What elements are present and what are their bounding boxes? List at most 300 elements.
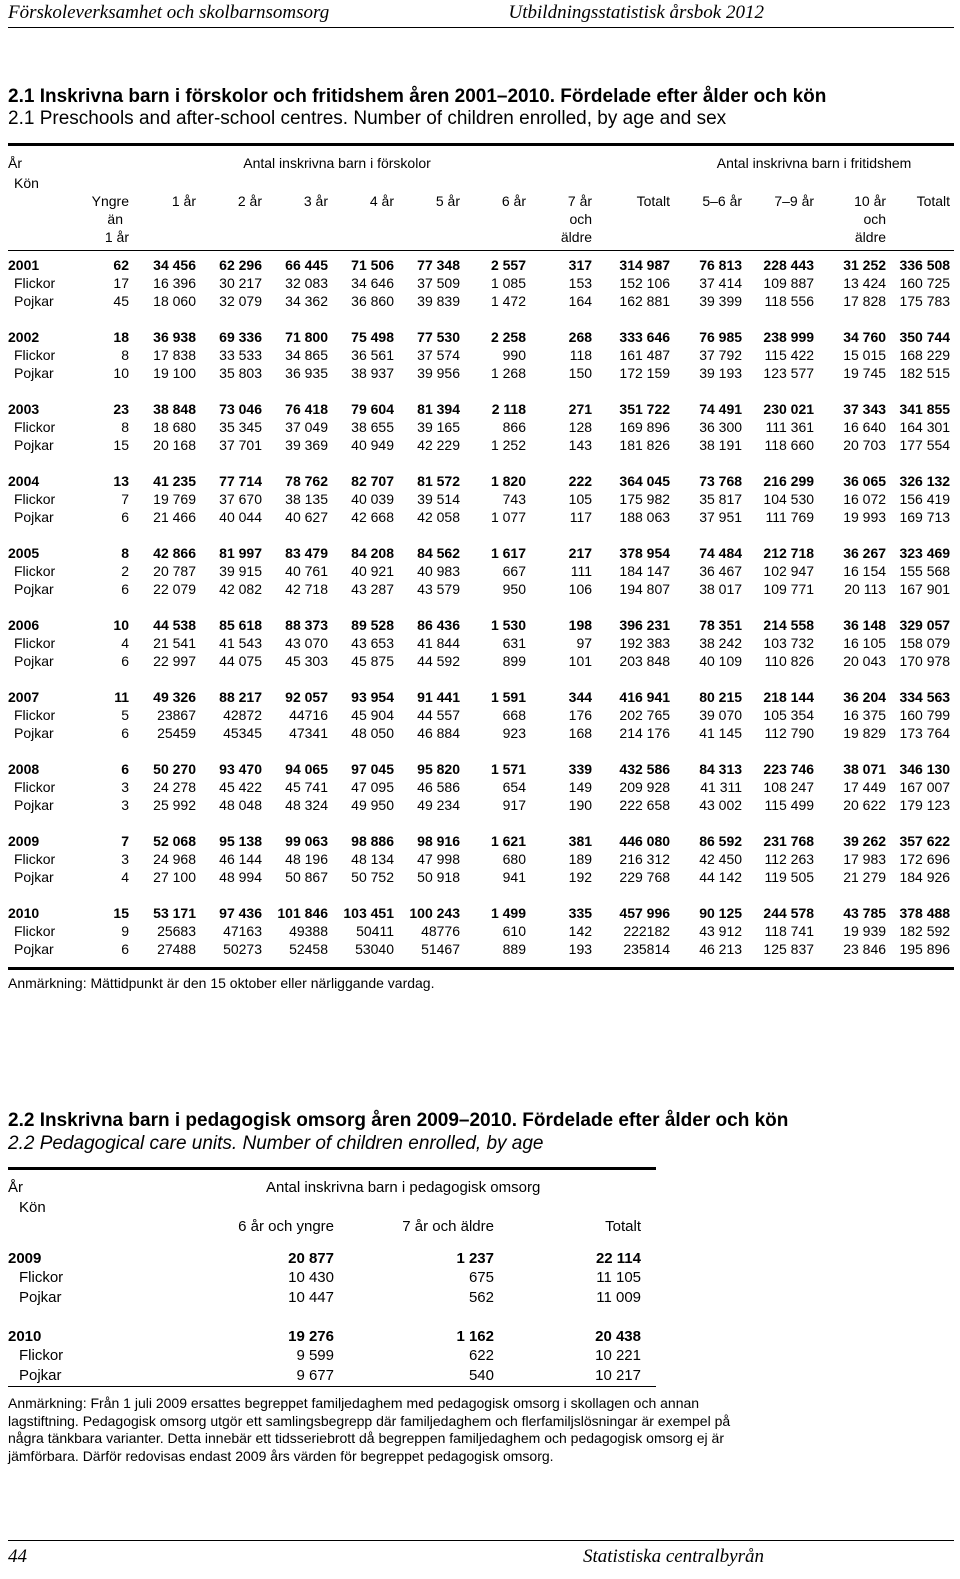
column-header-line: 1 år [171,193,196,209]
table-cell: 111 361 [765,419,815,435]
table-cell: 40 109 [699,653,743,669]
table-row [8,778,954,796]
table-cell: 36 148 [843,617,887,633]
running-header-right: Utbildningsstatistisk årsbok 2012 [508,2,764,23]
table-cell: 85 618 [219,617,262,633]
table-cell: 335 [568,905,593,921]
table2-group-head: Antal inskrivna barn i pedagogisk omsorg [266,1179,541,1196]
table2-column-header: Totalt [605,1218,641,1235]
table-cell: 8 [121,419,129,435]
table-cell: 53 171 [153,905,196,921]
table-cell: 209 928 [619,779,671,795]
table-cell: 167 007 [899,779,951,795]
row-label: Flickor [14,707,56,723]
column-header [200,192,266,246]
table-cell: 37 792 [699,347,743,363]
table-cell: 109 887 [763,275,815,291]
table-cell: 3 [121,851,129,867]
column-header-line: Totalt [916,193,951,209]
table-cell: 1 617 [490,545,526,561]
table-cell: 149 [568,779,593,795]
table-row [8,346,954,364]
table-cell: 668 [502,707,526,723]
row-label: 2008 [8,761,40,777]
table-cell: 6 [121,509,129,525]
column-header-line: och [863,211,887,227]
table-cell: 216 299 [763,473,815,489]
table-cell: 39 070 [699,707,743,723]
table-cell: 1 162 [456,1327,494,1345]
table-cell: 238 999 [763,329,815,345]
table-cell: 18 680 [153,419,196,435]
table-cell: 172 159 [619,365,671,381]
table-cell: 193 [568,941,593,957]
row-label: 2002 [8,329,40,345]
table-cell: 364 045 [619,473,671,489]
table-cell: 172 696 [899,851,951,867]
column-header-line: äldre [854,229,887,245]
table1-note: Anmärkning: Mättidpunkt är den 15 oktober eller närliggande vardag. [8,975,435,991]
row-label: Pojkar [14,509,54,525]
table-cell: 2 [121,563,129,579]
table-cell: 104 530 [763,491,815,507]
table-cell: 45 741 [285,779,328,795]
table-cell: 19 829 [843,725,887,741]
table-cell: 222182 [623,923,671,939]
table2-row [8,1288,656,1308]
table-cell: 10 430 [288,1269,334,1286]
table-cell: 36 065 [843,473,887,489]
table-row [8,508,954,526]
table-cell: 46 213 [699,941,743,957]
table-row-year [8,904,954,922]
table-cell: 36 467 [699,563,743,579]
table-cell: 111 [570,563,593,579]
row-label: Pojkar [14,869,54,885]
row-label: Flickor [14,779,56,795]
table-cell: 76 418 [285,401,328,417]
column-header [530,192,596,246]
table-cell: 44 075 [219,653,262,669]
table-cell: 271 [568,401,593,417]
table-cell: 654 [502,779,526,795]
table2-bottom-rule [8,1386,656,1387]
table-row [8,796,954,814]
table-cell: 42 229 [417,437,460,453]
table-cell: 73 046 [219,401,262,417]
column-header [890,192,954,246]
table-cell: 51467 [421,941,460,957]
table-cell: 41 145 [699,725,743,741]
table-cell: 43 653 [351,635,394,651]
column-header-line: äldre [560,229,593,245]
table-cell: 125 837 [763,941,815,957]
table-cell: 160 799 [899,707,951,723]
column-header-line: 4 år [369,193,394,209]
table-cell: 39 915 [219,563,262,579]
table-cell: 9 677 [296,1366,334,1384]
table-cell: 176 [568,707,593,723]
table2-title-sv: 2.2 Inskrivna barn i pedagogisk omsorg åren 2009–2010. Fördelade efter ålder och kön [8,1110,789,1131]
table-cell: 93 470 [219,761,262,777]
table-cell: 214 558 [763,617,815,633]
table-cell: 73 768 [699,473,743,489]
table-cell: 339 [568,761,593,777]
table-cell: 21 541 [153,635,196,651]
column-header [398,192,464,246]
table-cell: 6 [121,653,129,669]
table-cell: 344 [568,689,593,705]
table-cell: 74 484 [699,545,743,561]
table-cell: 160 725 [899,275,951,291]
table-cell: 230 021 [763,401,815,417]
table-cell: 6 [121,581,129,597]
table-cell: 93 954 [351,689,394,705]
table-cell: 6 [121,725,129,741]
table-cell: 1 499 [490,905,526,921]
table-cell: 39 399 [699,293,743,309]
table-cell: 7 [121,491,129,507]
table-cell: 98 886 [351,833,394,849]
table-cell: 90 125 [699,905,743,921]
table-cell: 10 [113,617,129,633]
publisher-name: Statistiska centralbyrån [582,1546,764,1567]
row-label: 2005 [8,545,40,561]
table1-top-rule [8,143,954,146]
column-header [596,192,674,246]
table-cell: 118 741 [764,923,815,939]
table-cell: 184 926 [899,869,951,885]
table-cell: 6 [121,941,129,957]
table-cell: 106 [568,581,593,597]
column-header-line: 5–6 år [702,193,743,209]
row-label: Flickor [14,347,56,363]
table-cell: 78 351 [699,617,743,633]
table2-head [8,1178,656,1249]
table-cell: 15 [113,905,129,921]
table2-row [8,1346,656,1366]
table-cell: 99 063 [285,833,328,849]
table-cell: 37 343 [843,401,887,417]
table-cell: 1 077 [490,509,526,525]
table-cell: 1 237 [456,1249,494,1267]
table2-top-rule [8,1167,656,1170]
table-cell: 323 469 [899,545,951,561]
table-cell: 84 313 [699,761,743,777]
table-cell: 25683 [157,923,196,939]
column-header [464,192,530,246]
table-cell: 194 807 [619,581,671,597]
table-cell: 77 530 [417,329,460,345]
table-cell: 203 848 [619,653,671,669]
table-cell: 7 [121,833,129,849]
column-header-line: 5 år [435,193,460,209]
table-cell: 91 441 [417,689,460,705]
table-cell: 158 079 [899,635,951,651]
table-cell: 42 082 [219,581,262,597]
table-row [8,274,954,292]
table-cell: 110 826 [764,653,815,669]
table-cell: 334 563 [899,689,951,705]
table-cell: 610 [502,923,526,939]
table-cell: 341 855 [899,401,951,417]
table-cell: 16 105 [843,635,887,651]
table-cell: 317 [568,257,593,273]
table-cell: 917 [502,797,526,813]
column-header-line: Yngre [91,193,129,209]
table-cell: 17 [113,275,129,291]
table-cell: 39 193 [699,365,743,381]
row-label: 2007 [8,689,40,705]
table-cell: 17 828 [843,293,887,309]
table-cell: 38 017 [699,581,743,597]
table-cell: 1 820 [490,473,526,489]
table-row [8,562,954,580]
table-cell: 19 993 [843,509,887,525]
table-cell: 37 049 [285,419,328,435]
table-cell: 43 070 [285,635,328,651]
table-cell: 2 258 [490,329,526,345]
table-cell: 175 783 [899,293,951,309]
column-header-line: och [569,211,593,227]
footer-divider [8,1540,954,1541]
table-cell: 118 [569,347,593,363]
table-row-year [8,544,954,562]
table-cell: 16 154 [843,563,887,579]
table-cell: 109 771 [763,581,815,597]
table-cell: 192 [568,869,593,885]
table-cell: 1 571 [490,761,526,777]
table-cell: 25 992 [153,797,196,813]
table-cell: 48 048 [219,797,262,813]
table-cell: 49 234 [417,797,460,813]
table-cell: 184 147 [619,563,671,579]
table-cell: 53040 [355,941,394,957]
table-cell: 50 270 [153,761,196,777]
table-cell: 16 375 [843,707,887,723]
table-cell: 223 746 [763,761,815,777]
column-header [746,192,818,246]
table-cell: 179 123 [899,797,951,813]
table-cell: 378 954 [619,545,671,561]
table-cell: 41 311 [700,779,743,795]
table-cell: 351 722 [619,401,671,417]
table-cell: 1 591 [490,689,526,705]
table1-bottom-rule [8,967,954,970]
table-cell: 20 438 [595,1327,641,1345]
table-cell: 103 732 [763,635,815,651]
table-cell: 43 002 [699,797,743,813]
table-cell: 112 790 [764,725,815,741]
table-cell: 35 803 [219,365,262,381]
table-cell: 80 215 [699,689,743,705]
row-label: Flickor [14,635,56,651]
row-label: 2001 [8,257,40,273]
table-cell: 41 235 [153,473,196,489]
table-cell: 189 [568,851,593,867]
table-cell: 169 713 [899,509,951,525]
table-cell: 680 [502,851,526,867]
table-cell: 192 383 [619,635,671,651]
table-cell: 37 701 [219,437,262,453]
table-cell: 27 100 [153,869,196,885]
table-cell: 216 312 [619,851,671,867]
table-cell: 39 514 [417,491,460,507]
table-cell: 48 134 [351,851,394,867]
table-row [8,418,954,436]
table-cell: 115 422 [764,347,815,363]
table-cell: 10 447 [288,1288,334,1306]
table-cell: 13 424 [843,275,887,291]
table-cell: 45345 [223,725,262,741]
table-cell: 212 718 [763,545,815,561]
table-cell: 314 987 [619,257,671,273]
table-cell: 38 242 [699,635,743,651]
table-cell: 77 348 [417,257,460,273]
table-cell: 40 761 [285,563,328,579]
table-cell: 1 472 [490,293,526,309]
table-cell: 44 142 [699,869,743,885]
table-cell: 76 985 [699,329,743,345]
table-row [8,490,954,508]
row-label: 2004 [8,473,40,489]
running-header-left: Förskoleverksamhet och skolbarnsomsorg [8,2,330,23]
table-row [8,724,954,742]
table-cell: 396 231 [619,617,671,633]
table2-row [8,1268,656,1288]
table-cell: 9 599 [296,1347,334,1364]
table-cell: 889 [502,941,526,957]
table-cell: 119 505 [764,869,815,885]
table-cell: 336 508 [899,257,951,273]
table-cell: 23 [113,401,129,417]
table-cell: 20 622 [843,797,887,813]
table-cell: 117 [569,509,593,525]
row-label: 2003 [8,401,40,417]
table-cell: 37 670 [219,491,262,507]
table-cell: 123 577 [763,365,815,381]
table-cell: 19 100 [153,365,196,381]
table-cell: 34 865 [285,347,328,363]
table-cell: 346 130 [899,761,951,777]
table-cell: 1 530 [490,617,526,633]
table-cell: 94 065 [285,761,328,777]
table-cell: 17 838 [153,347,196,363]
table-cell: 244 578 [763,905,815,921]
table-cell: 675 [468,1269,494,1286]
column-header [674,192,746,246]
table-cell: 38 655 [351,419,394,435]
table-cell: 20 043 [843,653,887,669]
table-cell: 168 229 [899,347,951,363]
table2-stub-head-year: År [8,1179,23,1196]
table-cell: 39 369 [285,437,328,453]
table-cell: 98 916 [417,833,460,849]
row-label: Pojkar [14,365,54,381]
table-cell: 75 498 [351,329,394,345]
table-cell: 36 935 [285,365,328,381]
table-cell: 43 579 [417,581,460,597]
table-cell: 15 015 [843,347,887,363]
table-cell: 34 646 [351,275,394,291]
table-cell: 36 300 [699,419,743,435]
table-cell: 20 113 [844,581,887,597]
table-row [8,292,954,310]
table-cell: 39 165 [417,419,460,435]
table-cell: 8 [121,347,129,363]
table-cell: 20 703 [843,437,887,453]
table-cell: 38 848 [153,401,196,417]
table-cell: 45 [113,293,129,309]
table-row-year [8,400,954,418]
table-cell: 21 279 [843,869,887,885]
header-divider [8,27,954,28]
stub-head-year: År [8,155,22,171]
column-header-line: 6 år [501,193,526,209]
table-cell: 1 268 [490,365,526,381]
table-cell: 101 846 [277,905,328,921]
table-cell: 47163 [223,923,262,939]
table-cell: 20 877 [288,1249,334,1267]
table-row [8,652,954,670]
row-label: 2009 [8,1249,42,1267]
table-cell: 50 867 [285,869,328,885]
column-header [332,192,398,246]
table-cell: 990 [502,347,526,363]
table1-title-en: 2.1 Preschools and after-school centres. Number of children enrolled, by age and sex [8,108,727,129]
table-cell: 167 901 [899,581,951,597]
table-cell: 17 449 [843,779,887,795]
table-cell: 43 287 [351,581,394,597]
table2-body [8,1249,656,1386]
table-cell: 15 [113,437,129,453]
table-cell: 162 881 [619,293,671,309]
table-cell: 381 [568,833,593,849]
column-header-line: 2 år [237,193,262,209]
table-cell: 111 769 [765,509,815,525]
table-cell: 30 217 [219,275,262,291]
table-cell: 457 996 [619,905,671,921]
table-cell: 35 817 [699,491,743,507]
table-cell: 89 528 [351,617,394,633]
table-cell: 22 114 [595,1249,641,1267]
column-header-line: 1 år [104,229,129,245]
table-cell: 22 997 [153,653,196,669]
table-cell: 45 303 [285,653,328,669]
column-header-line: 3 år [303,193,328,209]
table-cell: 350 744 [899,329,951,345]
table-cell: 101 [568,653,593,669]
table-cell: 40 044 [219,509,262,525]
table-cell: 222 [568,473,593,489]
table-cell: 235814 [623,941,671,957]
table-cell: 195 896 [899,941,951,957]
table-cell: 182 592 [899,923,951,939]
table-cell: 118 556 [764,293,815,309]
table-cell: 46 586 [417,779,460,795]
table-cell: 11 [114,689,129,705]
table-cell: 1 085 [490,275,526,291]
table-cell: 190 [568,797,593,813]
table-cell: 743 [502,491,526,507]
table-cell: 20 787 [153,563,196,579]
table-cell: 42 450 [699,851,743,867]
table-cell: 188 063 [619,509,671,525]
table2-row [8,1366,656,1386]
row-label: Flickor [14,275,56,291]
row-label: Flickor [14,563,56,579]
table-cell: 326 132 [899,473,951,489]
